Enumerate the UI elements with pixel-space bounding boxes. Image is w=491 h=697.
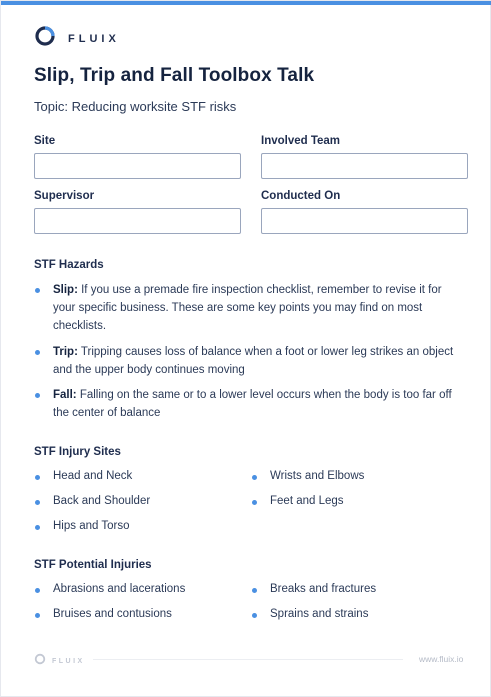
top-accent-bar — [1, 1, 491, 5]
list-item-label: Sprains and strains — [270, 608, 369, 620]
list-item — [251, 495, 344, 507]
list-item — [251, 470, 364, 482]
footer-logo — [34, 652, 85, 670]
list-item-label: Breaks and fractures — [270, 583, 377, 595]
site-label: Site — [34, 135, 56, 147]
bullet-icon — [252, 613, 257, 618]
hazard-term: Slip: — [53, 284, 78, 296]
site-field[interactable] — [34, 153, 241, 179]
page-title: Slip, Trip and Fall Toolbox Talk — [34, 65, 315, 86]
bullet-icon — [35, 393, 40, 398]
bullet-icon — [35, 588, 40, 593]
bullet-icon — [252, 475, 257, 480]
footer-logo-text: FLUIX — [52, 657, 85, 665]
bullet-icon — [35, 288, 40, 293]
hazard-term: Fall: — [53, 389, 77, 401]
bullet-icon — [252, 588, 257, 593]
list-item — [251, 583, 376, 595]
involved-team-label: Involved Team — [261, 135, 341, 147]
bullet-icon — [35, 475, 40, 480]
list-item — [34, 470, 132, 482]
hazard-text: Falling on the same or to a lower level occurs when the body is too far off the center of balance — [53, 389, 452, 419]
list-item — [34, 495, 150, 507]
list-item-label: Feet and Legs — [270, 495, 344, 507]
footer-url[interactable]: www.fluix.io — [419, 654, 464, 664]
page-topic: Topic: Reducing worksite STF risks — [34, 99, 237, 114]
list-item — [34, 520, 130, 532]
list-item — [34, 583, 185, 595]
involved-team-field[interactable] — [261, 153, 468, 179]
supervisor-field[interactable] — [34, 208, 241, 234]
list-item-label: Back and Shoulder — [53, 495, 151, 507]
list-item-label: Bruises and contusions — [53, 608, 172, 620]
list-item-label: Head and Neck — [53, 470, 133, 482]
list-item — [34, 608, 172, 620]
hazard-item-fall — [34, 386, 464, 422]
supervisor-label: Supervisor — [34, 190, 95, 202]
hazard-term: Trip: — [53, 346, 78, 358]
hazard-text: If you use a premade fire inspection checklist, remember to revise it for your specific business. These are some key points you may find on most checklists. — [53, 284, 442, 332]
footer-logo-icon — [34, 652, 46, 670]
bullet-icon — [252, 500, 257, 505]
conducted-on-field[interactable] — [261, 208, 468, 234]
bullet-icon — [35, 500, 40, 505]
logo-text: FLUIX — [68, 32, 120, 45]
bullet-icon — [35, 350, 40, 355]
list-item — [251, 608, 368, 620]
stf-injury-sites-title: STF Injury Sites — [34, 446, 121, 458]
fluix-logo — [34, 25, 120, 52]
fluix-logo-icon — [34, 25, 56, 52]
conducted-on-label: Conducted On — [261, 190, 341, 202]
hazard-item-slip — [34, 281, 464, 335]
list-item-label: Hips and Torso — [53, 520, 130, 532]
bullet-icon — [35, 525, 40, 530]
footer-divider — [93, 659, 403, 660]
stf-hazards-title: STF Hazards — [34, 259, 104, 271]
hazard-item-trip — [34, 343, 464, 379]
list-item-label: Wrists and Elbows — [270, 470, 365, 482]
hazard-text: Tripping causes loss of balance when a foot or lower leg strikes an object and the upper body continues moving — [53, 346, 454, 376]
bullet-icon — [35, 613, 40, 618]
stf-potential-injuries-title: STF Potential Injuries — [34, 559, 152, 571]
list-item-label: Abrasions and lacerations — [53, 583, 186, 595]
